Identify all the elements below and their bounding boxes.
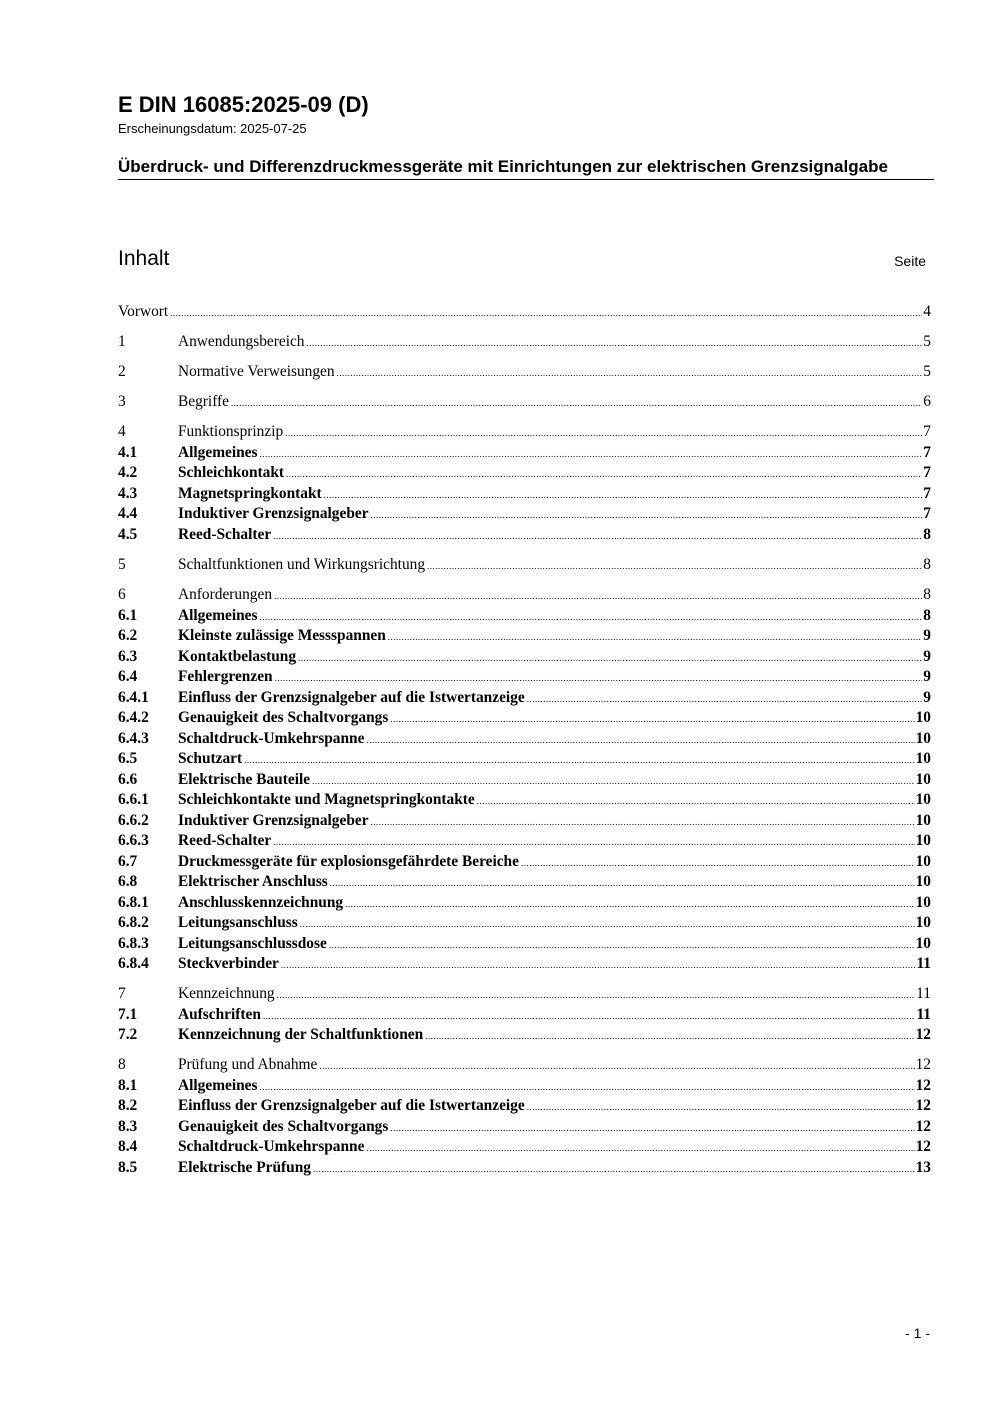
toc-dot-leader bbox=[277, 985, 916, 1006]
toc-entry[interactable] bbox=[118, 443, 931, 464]
toc-entry[interactable] bbox=[118, 392, 931, 413]
toc-entry-page: 10 bbox=[915, 770, 931, 788]
toc-entry[interactable] bbox=[118, 893, 931, 914]
toc-entry-number: 3 bbox=[118, 393, 126, 411]
toc-entry-page: 8 bbox=[923, 606, 931, 624]
toc-entry[interactable] bbox=[118, 934, 931, 955]
toc-entry-number: 7 bbox=[118, 985, 126, 1003]
toc-entry-number: 8 bbox=[118, 1056, 126, 1074]
toc-entry-title: Schaltfunktionen und Wirkungsrichtung bbox=[178, 555, 426, 573]
toc-entry[interactable] bbox=[118, 984, 931, 1005]
toc-entry-page: 11 bbox=[916, 955, 931, 973]
toc-entry[interactable] bbox=[118, 504, 931, 525]
toc-entry-title: Schleichkontakt bbox=[178, 464, 285, 482]
toc-dot-leader bbox=[285, 423, 922, 444]
toc-entry-page: 10 bbox=[915, 934, 931, 952]
publication-date: Erscheinungsdatum: 2025-07-25 bbox=[118, 121, 307, 136]
toc-entry-number: 6.4.2 bbox=[118, 709, 149, 727]
toc-entry-title: Einfluss der Grenzsignalgeber auf die Istwertanzeige bbox=[178, 1097, 525, 1115]
toc-entry-number: 6.7 bbox=[118, 852, 138, 870]
toc-dot-leader bbox=[371, 505, 923, 526]
toc-entry-page: 9 bbox=[923, 627, 931, 645]
toc-entry-number: 6.4.3 bbox=[118, 729, 149, 747]
toc-entry-page: 7 bbox=[923, 505, 931, 523]
toc-entry-page: 11 bbox=[916, 985, 931, 1003]
toc-entry[interactable] bbox=[118, 463, 931, 484]
toc-entry[interactable] bbox=[118, 790, 931, 811]
toc-entry[interactable] bbox=[118, 1076, 931, 1097]
toc-entry-page: 7 bbox=[923, 464, 931, 482]
toc-entry-title: Kontaktbelastung bbox=[178, 647, 297, 665]
toc-dot-leader bbox=[390, 1118, 914, 1139]
toc-entry[interactable] bbox=[118, 749, 931, 770]
toc-entry-number: 6.8.2 bbox=[118, 914, 149, 932]
toc-entry[interactable] bbox=[118, 708, 931, 729]
toc-entry[interactable] bbox=[118, 332, 931, 353]
toc-entry-number: 6.3 bbox=[118, 647, 138, 665]
toc-entry-title: Allgemeines bbox=[178, 443, 258, 461]
toc-entry-page: 10 bbox=[915, 709, 931, 727]
toc-entry-title: Normative Verweisungen bbox=[178, 363, 335, 381]
toc-entry-title: Allgemeines bbox=[178, 606, 258, 624]
toc-entry-number: 6.8.1 bbox=[118, 893, 149, 911]
toc-entry-number: 4.4 bbox=[118, 505, 138, 523]
toc-dot-leader bbox=[275, 668, 923, 689]
toc-entry-page: 7 bbox=[923, 484, 931, 502]
toc-entry-page: 10 bbox=[915, 852, 931, 870]
toc-entry-title: Begriffe bbox=[178, 393, 229, 411]
toc-entry-title: Schaltdruck-Umkehrspanne bbox=[178, 729, 365, 747]
toc-entry[interactable] bbox=[118, 811, 931, 832]
toc-entry-title: Einfluss der Grenzsignalgeber auf die Istwertanzeige bbox=[178, 688, 525, 706]
toc-entry[interactable] bbox=[118, 525, 931, 546]
toc-dot-leader bbox=[330, 873, 915, 894]
toc-dot-leader bbox=[274, 586, 922, 607]
toc-dot-leader bbox=[260, 1077, 915, 1098]
toc-dot-leader bbox=[425, 1026, 914, 1047]
toc-dot-leader bbox=[366, 730, 914, 751]
toc-entry-page: 12 bbox=[915, 1117, 931, 1135]
toc-entry-number: 6.8.4 bbox=[118, 955, 149, 973]
toc-entry[interactable] bbox=[118, 606, 931, 627]
toc-dot-leader bbox=[329, 935, 915, 956]
toc-page-column-label: Seite bbox=[894, 253, 926, 269]
toc-dot-leader bbox=[527, 689, 923, 710]
toc-entry-title: Leitungsanschlussdose bbox=[178, 934, 327, 952]
toc-heading: Inhalt bbox=[118, 247, 170, 270]
toc-entry-page: 10 bbox=[915, 811, 931, 829]
toc-dot-leader bbox=[337, 363, 923, 384]
toc-dot-leader bbox=[273, 526, 922, 547]
toc-entry-title: Allgemeines bbox=[178, 1076, 258, 1094]
toc-entry[interactable] bbox=[118, 1025, 931, 1046]
toc-dot-leader bbox=[298, 648, 922, 669]
toc-dot-leader bbox=[260, 607, 923, 628]
toc-entry-title: Fehlergrenzen bbox=[178, 668, 273, 686]
toc-entry-page: 5 bbox=[923, 363, 931, 381]
toc-dot-leader bbox=[244, 750, 914, 771]
toc-entry-title: Elektrische Bauteile bbox=[178, 770, 311, 788]
toc-entry-number: 1 bbox=[118, 333, 126, 351]
toc-dot-leader bbox=[312, 771, 915, 792]
toc-entry-title: Aufschriften bbox=[178, 1005, 261, 1023]
toc-dot-leader bbox=[527, 1097, 915, 1118]
toc-dot-leader bbox=[313, 1159, 915, 1180]
toc-entry-title: Kennzeichnung der Schaltfunktionen bbox=[178, 1026, 424, 1044]
toc-entry-page: 8 bbox=[923, 555, 931, 573]
toc-entry-number: 5 bbox=[118, 555, 126, 573]
toc-entry-page: 11 bbox=[916, 1005, 931, 1023]
toc-entry-page: 10 bbox=[915, 832, 931, 850]
toc-entry-page: 10 bbox=[915, 750, 931, 768]
toc-dot-leader bbox=[427, 556, 922, 577]
toc-entry-number: 6.8 bbox=[118, 873, 138, 891]
toc-entry[interactable] bbox=[118, 831, 931, 852]
toc-entry[interactable] bbox=[118, 1158, 931, 1179]
document-id: E DIN 16085:2025-09 (D) bbox=[118, 92, 369, 117]
toc-entry-title: Leitungsanschluss bbox=[178, 914, 298, 932]
toc-entry[interactable] bbox=[118, 770, 931, 791]
toc-entry-page: 10 bbox=[915, 873, 931, 891]
toc-entry-page: 10 bbox=[915, 893, 931, 911]
toc-entry-page: 7 bbox=[923, 423, 931, 441]
toc-entry[interactable] bbox=[118, 302, 931, 323]
toc-dot-leader bbox=[231, 393, 922, 414]
toc-dot-leader bbox=[324, 485, 923, 506]
toc-entry-number: 2 bbox=[118, 363, 126, 381]
toc-entry[interactable] bbox=[118, 667, 931, 688]
toc-entry-number: 6.8.3 bbox=[118, 934, 149, 952]
toc-entry-page: 8 bbox=[923, 586, 931, 604]
toc-entry-number: 6.1 bbox=[118, 606, 138, 624]
toc-entry-page: 9 bbox=[923, 647, 931, 665]
toc-entry-number: 4.3 bbox=[118, 484, 138, 502]
table-of-contents bbox=[118, 302, 931, 1178]
toc-entry-number: 6.4.1 bbox=[118, 688, 149, 706]
toc-entry[interactable] bbox=[118, 555, 931, 576]
toc-entry-number: 7.2 bbox=[118, 1026, 138, 1044]
toc-entry-title: Anwendungsbereich bbox=[178, 333, 305, 351]
toc-entry-number: Vorwort bbox=[118, 303, 169, 320]
toc-entry-page: 10 bbox=[915, 914, 931, 932]
toc-entry-page: 10 bbox=[915, 729, 931, 747]
toc-entry-title: Elektrischer Anschluss bbox=[178, 873, 328, 891]
toc-entry-page: 8 bbox=[923, 525, 931, 543]
toc-entry-number: 6.6.1 bbox=[118, 791, 149, 809]
toc-entry-page: 5 bbox=[923, 333, 931, 351]
toc-entry-title: Schaltdruck-Umkehrspanne bbox=[178, 1138, 365, 1156]
toc-entry-number: 6 bbox=[118, 586, 126, 604]
toc-entry-number: 8.5 bbox=[118, 1158, 138, 1176]
toc-entry-title: Anschlusskennzeichnung bbox=[178, 893, 344, 911]
toc-entry-title: Kleinste zulässige Messspannen bbox=[178, 627, 386, 645]
toc-dot-leader bbox=[521, 853, 915, 874]
toc-entry-page: 9 bbox=[923, 688, 931, 706]
toc-entry-number: 6.2 bbox=[118, 627, 138, 645]
toc-entry-title: Prüfung und Abnahme bbox=[178, 1056, 318, 1074]
toc-entry-number: 4 bbox=[118, 423, 126, 441]
toc-entry-number: 4.2 bbox=[118, 464, 138, 482]
toc-entry-number: 8.2 bbox=[118, 1097, 138, 1115]
toc-entry[interactable] bbox=[118, 362, 931, 383]
toc-entry-title: Magnetspringkontakt bbox=[178, 484, 322, 502]
toc-dot-leader bbox=[390, 709, 914, 730]
toc-entry-title: Schleichkontakte und Magnetspringkontakte bbox=[178, 791, 475, 809]
toc-dot-leader bbox=[260, 444, 923, 465]
toc-entry-number: 6.6.2 bbox=[118, 811, 149, 829]
toc-entry-page: 10 bbox=[915, 791, 931, 809]
toc-dot-leader bbox=[388, 627, 923, 648]
toc-entry-page: 12 bbox=[915, 1097, 931, 1115]
toc-entry[interactable] bbox=[118, 1137, 931, 1158]
toc-entry[interactable] bbox=[118, 1055, 931, 1076]
toc-entry-number: 7.1 bbox=[118, 1005, 138, 1023]
toc-entry-title: Elektrische Prüfung bbox=[178, 1158, 311, 1176]
toc-entry[interactable] bbox=[118, 647, 931, 668]
toc-entry-number: 6.6.3 bbox=[118, 832, 149, 850]
toc-entry[interactable] bbox=[118, 1117, 931, 1138]
toc-entry-number: 8.3 bbox=[118, 1117, 138, 1135]
toc-entry-title: Induktiver Grenzsignalgeber bbox=[178, 505, 369, 523]
toc-entry-page: 9 bbox=[923, 668, 931, 686]
toc-header bbox=[118, 246, 926, 274]
toc-entry-page: 12 bbox=[915, 1056, 931, 1074]
toc-entry-number: 8.1 bbox=[118, 1076, 138, 1094]
toc-entry-page: 12 bbox=[915, 1138, 931, 1156]
toc-entry[interactable] bbox=[118, 585, 931, 606]
page-number: - 1 - bbox=[905, 1325, 930, 1341]
toc-dot-leader bbox=[319, 1056, 914, 1077]
toc-entry-title: Anforderungen bbox=[178, 586, 273, 604]
toc-entry-page: 12 bbox=[915, 1076, 931, 1094]
toc-entry[interactable] bbox=[118, 729, 931, 750]
toc-entry-title: Schutzart bbox=[178, 750, 243, 768]
toc-dot-leader bbox=[371, 812, 915, 833]
toc-entry-page: 12 bbox=[915, 1026, 931, 1044]
toc-entry-number: 4.1 bbox=[118, 443, 138, 461]
toc-dot-leader bbox=[366, 1138, 914, 1159]
toc-entry[interactable] bbox=[118, 872, 931, 893]
toc-entry[interactable] bbox=[118, 626, 931, 647]
toc-entry[interactable] bbox=[118, 954, 931, 975]
toc-entry-title: Kennzeichnung bbox=[178, 985, 275, 1003]
toc-dot-leader bbox=[273, 832, 914, 853]
toc-entry[interactable] bbox=[118, 688, 931, 709]
toc-entry-title: Induktiver Grenzsignalgeber bbox=[178, 811, 369, 829]
toc-entry-number: 6.4 bbox=[118, 668, 138, 686]
toc-entry[interactable] bbox=[118, 484, 931, 505]
toc-entry-page: 7 bbox=[923, 443, 931, 461]
toc-entry[interactable] bbox=[118, 1005, 931, 1026]
toc-entry-title: Steckverbinder bbox=[178, 955, 279, 973]
toc-entry[interactable] bbox=[118, 852, 931, 873]
toc-entry-title: Genauigkeit des Schaltvorgangs bbox=[178, 1117, 389, 1135]
toc-dot-leader bbox=[286, 464, 922, 485]
toc-entry-title: Reed-Schalter bbox=[178, 525, 272, 543]
toc-dot-leader bbox=[477, 791, 915, 812]
toc-dot-leader bbox=[170, 303, 922, 324]
toc-entry-page: 4 bbox=[923, 303, 931, 320]
document-header bbox=[118, 92, 934, 180]
toc-entry[interactable] bbox=[118, 1096, 931, 1117]
toc-dot-leader bbox=[307, 333, 923, 354]
toc-dot-leader bbox=[281, 955, 916, 976]
toc-entry-title: Funktionsprinzip bbox=[178, 423, 284, 441]
document-title: Überdruck- und Differenzdruckmessgeräte mit Einrichtungen zur elektrischen Grenzsignalgabe bbox=[118, 156, 934, 180]
toc-entry-title: Genauigkeit des Schaltvorgangs bbox=[178, 709, 389, 727]
toc-entry-number: 4.5 bbox=[118, 525, 138, 543]
toc-entry[interactable] bbox=[118, 422, 931, 443]
toc-entry-title: Reed-Schalter bbox=[178, 832, 272, 850]
toc-dot-leader bbox=[345, 894, 915, 915]
toc-entry-page: 13 bbox=[915, 1158, 931, 1176]
toc-entry-number: 8.4 bbox=[118, 1138, 138, 1156]
toc-dot-leader bbox=[300, 914, 915, 935]
toc-entry-number: 6.6 bbox=[118, 770, 138, 788]
toc-entry[interactable] bbox=[118, 913, 931, 934]
toc-dot-leader bbox=[263, 1006, 916, 1027]
toc-entry-page: 6 bbox=[923, 393, 931, 411]
toc-entry-number: 6.5 bbox=[118, 750, 138, 768]
toc-entry-title: Druckmessgeräte für explosionsgefährdete Bereiche bbox=[178, 852, 519, 870]
